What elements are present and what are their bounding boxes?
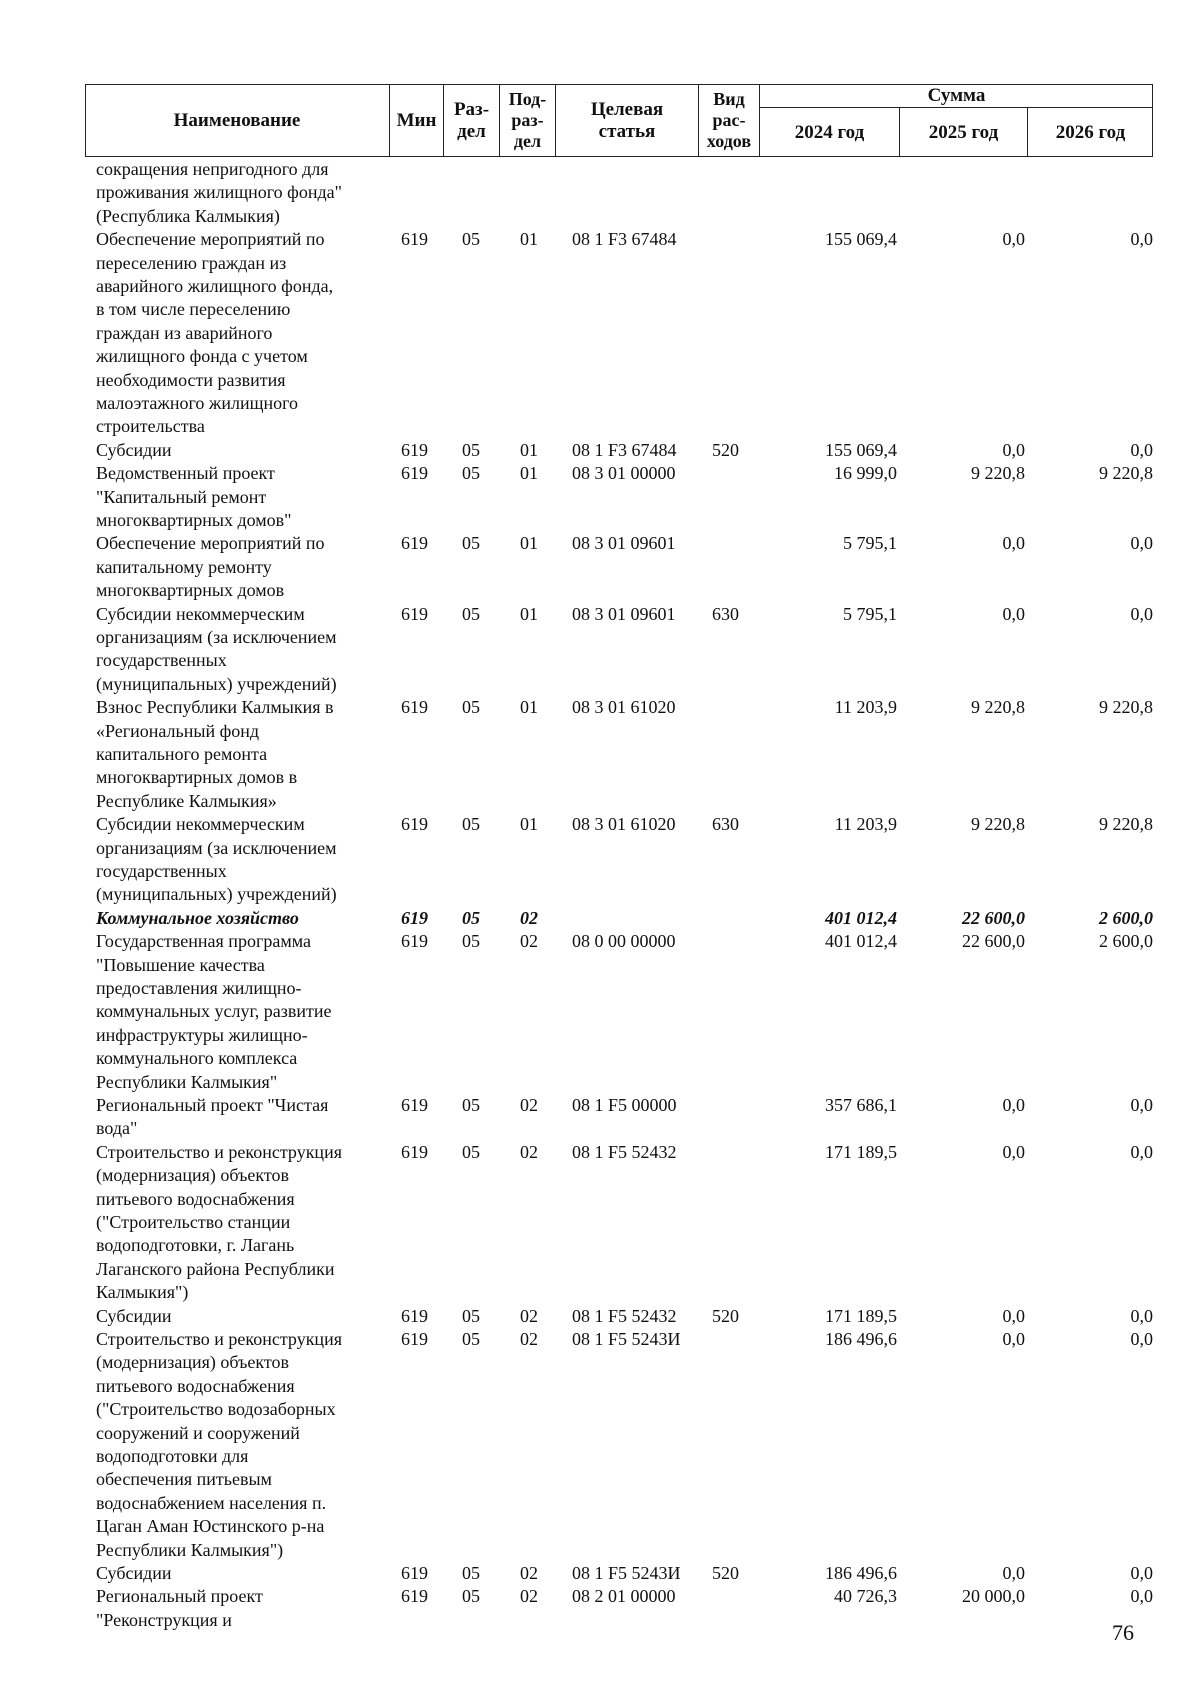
row-celevaya-statya: 08 0 00 00000 <box>572 931 676 952</box>
row-min: 619 <box>401 1141 428 1162</box>
row-podrazdel: 01 <box>520 814 538 835</box>
row-razdel: 05 <box>462 229 480 250</box>
row-sum-2024: 186 496,6 <box>825 1563 897 1583</box>
row-podrazdel: 02 <box>520 1563 538 1583</box>
row-sum-2024: 171 189,5 <box>825 1305 897 1326</box>
row-sum-2025: 9 220,8 <box>971 463 1025 484</box>
row-min: 619 <box>401 1305 428 1326</box>
header-year-2025: 2025 год <box>900 108 1028 157</box>
table-row <box>0 603 1200 697</box>
row-razdel: 05 <box>462 814 480 835</box>
row-name: Строительство и реконструкция (модернизация) объектов питьевого водоснабжения ("Строительство станции водоподготовки, г. Лагань Лаганского района Республики Калмыкия") <box>96 1141 342 1303</box>
row-min: 619 <box>401 603 428 624</box>
row-razdel: 05 <box>462 463 480 484</box>
row-sum-2024: 11 203,9 <box>834 814 897 835</box>
row-razdel: 05 <box>462 1305 480 1326</box>
row-celevaya-statya: 08 1 F5 52432 <box>572 1141 677 1162</box>
row-vid-raskhodov: 630 <box>712 814 739 835</box>
header-celevaya-statya: Целевая статья <box>556 84 699 157</box>
row-sum-2025: 0,0 <box>1002 1095 1025 1115</box>
header-summa: Сумма <box>760 84 1153 108</box>
row-sum-2026: 0,0 <box>1130 439 1153 460</box>
row-sum-2025: 0,0 <box>1002 603 1025 624</box>
table-row <box>0 228 1200 439</box>
row-sum-2026: 9 220,8 <box>1099 463 1153 484</box>
header-razdel: Раз- дел <box>444 84 500 157</box>
row-celevaya-statya: 08 1 F3 67484 <box>572 229 677 250</box>
row-sum-2024: 16 999,0 <box>834 463 897 484</box>
row-sum-2025: 22 600,0 <box>962 907 1025 928</box>
row-min: 619 <box>401 814 428 835</box>
row-sum-2025: 0,0 <box>1002 533 1025 554</box>
row-sum-2025: 0,0 <box>1002 229 1025 250</box>
row-podrazdel: 02 <box>520 1305 538 1326</box>
row-name: Коммунальное хозяйство <box>96 907 299 928</box>
table-row <box>0 462 1200 532</box>
row-min: 619 <box>401 1586 428 1607</box>
table-row <box>0 1141 1200 1305</box>
row-sum-2026: 0,0 <box>1130 603 1153 624</box>
header-year-2026: 2026 год <box>1055 121 1126 143</box>
row-vid-raskhodov: 520 <box>712 1305 739 1326</box>
row-min: 619 <box>401 1329 428 1349</box>
row-min: 619 <box>401 1563 428 1583</box>
row-razdel: 05 <box>462 1141 480 1162</box>
row-name: Обеспечение мероприятий по переселению граждан из аварийного жилищного фонда, в том числе переселению граждан из аварийного жилищного фонда с учетом необходимости развития малоэтажного жилищного строительства <box>96 229 334 437</box>
row-name: Обеспечение мероприятий по капитальному ремонту многоквартирных домов <box>96 533 325 601</box>
row-min: 619 <box>401 697 428 718</box>
row-podrazdel: 02 <box>520 1329 538 1349</box>
row-celevaya-statya: 08 1 F5 5243И <box>572 1563 681 1583</box>
row-sum-2025: 9 220,8 <box>971 814 1025 835</box>
row-celevaya-statya: 08 1 F5 52432 <box>572 1305 677 1326</box>
row-sum-2026: 9 220,8 <box>1099 697 1153 718</box>
row-razdel: 05 <box>462 1329 480 1349</box>
row-sum-2024: 40 726,3 <box>834 1586 897 1607</box>
row-name: Государственная программа "Повышение качества предоставления жилищно- коммунальных услуг, развитие инфраструктуры жилищно- коммунального комплекса Республики Калмыкия" <box>96 931 332 1092</box>
table-header <box>85 84 1153 157</box>
row-name: сокращения непригодного для проживания жилищного фонда" (Республика Калмыкия) <box>96 159 342 226</box>
row-sum-2025: 0,0 <box>1002 1563 1025 1583</box>
row-sum-2025: 0,0 <box>1002 1329 1025 1349</box>
row-sum-2026: 0,0 <box>1130 1305 1153 1326</box>
row-sum-2024: 401 012,4 <box>825 931 897 952</box>
row-celevaya-statya: 08 3 01 61020 <box>572 814 676 835</box>
header-vid-raskhodov: Вид рас- ходов <box>699 84 760 157</box>
header-name: Наименование <box>85 84 390 157</box>
row-min: 619 <box>401 533 428 554</box>
row-vid-raskhodov: 630 <box>712 603 739 624</box>
row-sum-2024: 155 069,4 <box>825 229 897 250</box>
row-sum-2026: 9 220,8 <box>1099 814 1153 835</box>
row-celevaya-statya: 08 3 01 61020 <box>572 697 676 718</box>
row-name: Региональный проект "Чистая вода" <box>96 1095 329 1139</box>
row-sum-2024: 11 203,9 <box>834 697 897 718</box>
row-sum-2026: 2 600,0 <box>1099 907 1153 928</box>
row-razdel: 05 <box>462 533 480 554</box>
row-min: 619 <box>401 1095 428 1115</box>
row-sum-2026: 0,0 <box>1130 1563 1153 1583</box>
row-min: 619 <box>401 439 428 460</box>
row-sum-2026: 0,0 <box>1130 1586 1153 1607</box>
row-celevaya-statya: 08 1 F5 5243И <box>572 1329 681 1349</box>
row-sum-2026: 0,0 <box>1130 1329 1153 1349</box>
row-vid-raskhodov: 520 <box>712 1563 739 1583</box>
row-podrazdel: 02 <box>520 931 538 952</box>
row-podrazdel: 01 <box>520 463 538 484</box>
row-name: Субсидии <box>96 1563 172 1583</box>
row-celevaya-statya: 08 1 F3 67484 <box>572 439 677 460</box>
row-name: Субсидии некоммерческим организациям (за исключением государственных (муниципальных) учреждений) <box>96 603 337 694</box>
row-podrazdel: 01 <box>520 697 538 718</box>
row-sum-2024: 401 012,4 <box>825 907 897 928</box>
row-sum-2024: 5 795,1 <box>843 533 897 554</box>
row-razdel: 05 <box>462 1586 480 1607</box>
table-row <box>0 907 1200 930</box>
row-sum-2026: 0,0 <box>1130 1095 1153 1115</box>
table-row <box>0 532 1200 602</box>
row-celevaya-statya: 08 3 01 09601 <box>572 533 676 554</box>
row-sum-2025: 0,0 <box>1002 1305 1025 1326</box>
row-name: Строительство и реконструкция (модернизация) объектов питьевого водоснабжения ("Строительство водозаборных сооружений и сооружений водоподготовки для обеспечения питьевым водоснабжением населения п. Цаган Аман Юстинского р-на Республики Калмыкия") <box>96 1329 342 1560</box>
row-sum-2026: 0,0 <box>1130 533 1153 554</box>
row-podrazdel: 02 <box>520 1095 538 1115</box>
row-razdel: 05 <box>462 1563 480 1583</box>
row-sum-2024: 5 795,1 <box>843 603 897 624</box>
row-celevaya-statya: 08 3 01 00000 <box>572 463 676 484</box>
table-row <box>0 439 1200 462</box>
row-razdel: 05 <box>462 697 480 718</box>
row-sum-2024: 186 496,6 <box>825 1329 897 1349</box>
row-razdel: 05 <box>462 907 480 928</box>
row-razdel: 05 <box>462 931 480 952</box>
table-row <box>0 813 1200 907</box>
row-min: 619 <box>401 463 428 484</box>
row-sum-2024: 155 069,4 <box>825 439 897 460</box>
row-min: 619 <box>401 229 428 250</box>
row-podrazdel: 02 <box>520 907 538 928</box>
row-razdel: 05 <box>462 603 480 624</box>
row-sum-2024: 357 686,1 <box>825 1095 897 1115</box>
page-number: 76 <box>1112 1620 1134 1645</box>
table-row <box>0 1585 1200 1632</box>
row-celevaya-statya: 08 3 01 09601 <box>572 603 676 624</box>
row-podrazdel: 02 <box>520 1586 538 1607</box>
row-sum-2026: 0,0 <box>1130 1141 1153 1162</box>
table-row <box>0 1094 1200 1141</box>
row-sum-2024: 171 189,5 <box>825 1141 897 1162</box>
row-podrazdel: 01 <box>520 533 538 554</box>
row-vid-raskhodov: 520 <box>712 439 739 460</box>
row-sum-2025: 0,0 <box>1002 439 1025 460</box>
header-year-2024: 2024 год <box>760 108 900 157</box>
row-sum-2025: 0,0 <box>1002 1141 1025 1162</box>
row-sum-2025: 22 600,0 <box>962 931 1025 952</box>
row-razdel: 05 <box>462 439 480 460</box>
table-row <box>0 1328 1200 1562</box>
row-name: Ведомственный проект "Капитальный ремонт многоквартирных домов" <box>96 463 292 530</box>
row-celevaya-statya: 08 1 F5 00000 <box>572 1095 677 1115</box>
row-name: Субсидии некоммерческим организациям (за исключением государственных (муниципальных) учреждений) <box>96 814 337 905</box>
row-sum-2026: 0,0 <box>1130 229 1153 250</box>
row-name: Взнос Республики Калмыкия в «Региональный фонд капитального ремонта многоквартирных домов в Республике Калмыкия» <box>96 697 334 811</box>
table-row <box>0 1562 1200 1585</box>
row-celevaya-statya: 08 2 01 00000 <box>572 1586 676 1607</box>
row-podrazdel: 02 <box>520 1141 538 1162</box>
row-sum-2025: 20 000,0 <box>962 1586 1025 1607</box>
row-sum-2025: 9 220,8 <box>971 697 1025 718</box>
header-min: Мин <box>390 84 444 157</box>
row-podrazdel: 01 <box>520 603 538 624</box>
row-podrazdel: 01 <box>520 439 538 460</box>
row-name: Региональный проект "Реконструкция и <box>96 1586 263 1630</box>
row-min: 619 <box>401 907 428 928</box>
row-podrazdel: 01 <box>520 229 538 250</box>
row-razdel: 05 <box>462 1095 480 1115</box>
table-row <box>0 1305 1200 1328</box>
row-min: 619 <box>401 931 428 952</box>
header-podrazdel: Под- раз- дел <box>500 84 556 157</box>
row-name: Субсидии <box>96 1305 172 1326</box>
table-row <box>0 930 1200 1094</box>
row-name: Субсидии <box>96 439 172 460</box>
row-sum-2026: 2 600,0 <box>1099 931 1153 952</box>
table-row <box>0 158 1200 228</box>
table-row <box>0 696 1200 813</box>
